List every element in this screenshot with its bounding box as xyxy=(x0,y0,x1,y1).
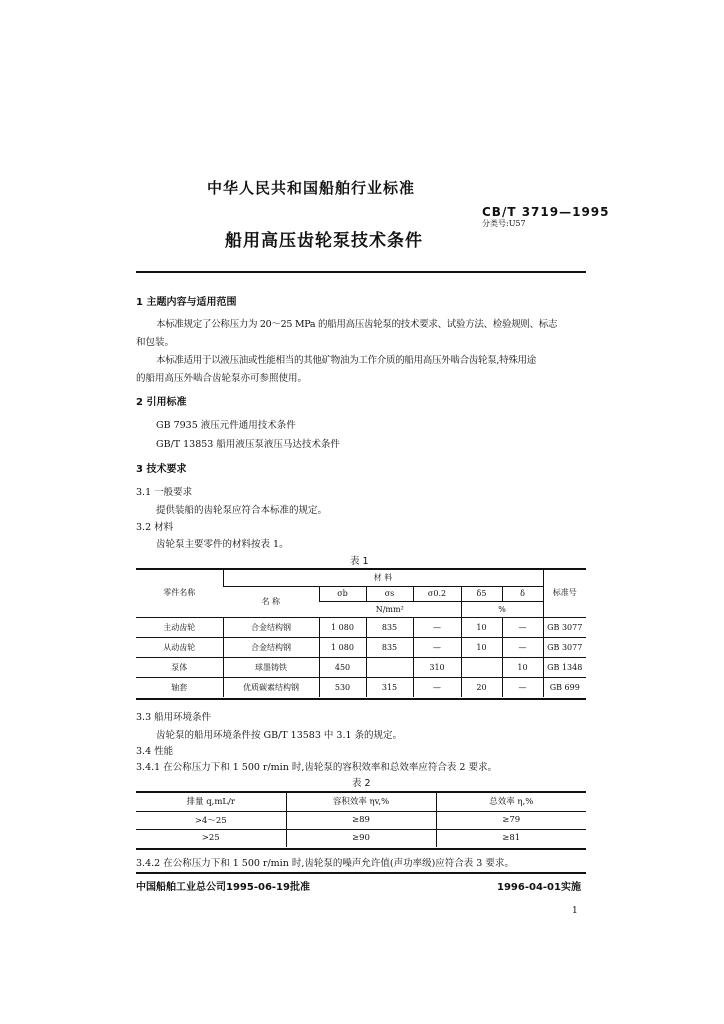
materials-table xyxy=(136,569,586,697)
header-elongation: δ xyxy=(502,586,543,601)
header-tensile-strength: σb xyxy=(319,586,366,601)
cell-material: 合金结构钢 xyxy=(223,617,319,637)
cell-sb: 530 xyxy=(319,677,366,697)
cell-material: 球墨铸铁 xyxy=(223,657,319,677)
cell-volumetric-efficiency: ≥90 xyxy=(286,829,436,847)
table-row xyxy=(136,617,586,637)
cell-displacement: >4～25 xyxy=(136,811,286,829)
cell-d5: 10 xyxy=(461,637,502,657)
section-3-1-heading: 3.1 一般要求 xyxy=(136,487,193,498)
cell-volumetric-efficiency: ≥89 xyxy=(286,811,436,829)
classification-code: 分类号:U57 xyxy=(482,219,526,228)
table-1-caption: 表 1 xyxy=(350,556,369,567)
cell-ss: 835 xyxy=(366,637,413,657)
cell-d5: 10 xyxy=(461,617,502,637)
reference-gbt13853: GB/T 13853 船用液压泵液压马达技术条件 xyxy=(156,439,340,450)
section-1-para1-line1: 本标准规定了公称压力为 20～25 MPa 的船用高压齿轮泵的技术要求、试验方法、检验规则、标志 xyxy=(156,319,558,330)
header-proof-strength: σ0.2 xyxy=(413,586,461,601)
cell-d: 10 xyxy=(502,657,543,677)
table-1-bottom-rule xyxy=(136,698,586,700)
cell-std: GB 699 xyxy=(543,677,586,697)
cell-total-efficiency: ≥79 xyxy=(436,811,586,829)
cell-std: GB 3077 xyxy=(543,637,586,657)
implementation-date: 1996-04-01实施 xyxy=(497,882,581,893)
cell-ss: 315 xyxy=(366,677,413,697)
cell-std: GB 3077 xyxy=(543,617,586,637)
header-yield-strength: σs xyxy=(366,586,413,601)
table-row xyxy=(136,637,586,657)
cell-s02: — xyxy=(413,677,461,697)
cell-s02: 310 xyxy=(413,657,461,677)
cell-material: 优质碳素结构钢 xyxy=(223,677,319,697)
table-row xyxy=(136,677,586,697)
cell-sb: 450 xyxy=(319,657,366,677)
cell-std: GB 1348 xyxy=(543,657,586,677)
section-3-2-heading: 3.2 材料 xyxy=(136,522,174,533)
cell-material: 合金结构钢 xyxy=(223,637,319,657)
document-title: 船用高压齿轮泵技术条件 xyxy=(225,231,423,251)
cell-sb: 1 080 xyxy=(319,637,366,657)
section-1-heading: 1 主题内容与适用范围 xyxy=(136,297,237,308)
cell-part: 轴套 xyxy=(136,677,223,697)
section-1-para1-line2: 和包装。 xyxy=(136,337,175,348)
cell-d5 xyxy=(461,657,502,677)
section-3-heading: 3 技术要求 xyxy=(136,464,187,475)
section-3-3-text: 齿轮泵的船用环境条件按 GB/T 13583 中 3.1 条的规定。 xyxy=(156,730,403,741)
header-volumetric-efficiency: 容积效率 ηv,% xyxy=(286,792,436,811)
cell-part: 主动齿轮 xyxy=(136,617,223,637)
unit-stress: N/mm² xyxy=(319,601,461,617)
section-3-1-text: 提供装船的齿轮泵应符合本标准的规定。 xyxy=(156,505,328,516)
cell-displacement: >25 xyxy=(136,829,286,847)
page-number: 1 xyxy=(572,906,578,916)
section-1-para2-line1: 本标准适用于以液压油或性能相当的其他矿物油为工作介质的船用高压外啮合齿轮泵,特殊用途 xyxy=(156,355,536,366)
cell-part: 泵体 xyxy=(136,657,223,677)
cell-part: 从动齿轮 xyxy=(136,637,223,657)
approval-statement: 中国船舶工业总公司1995-06-19批准 xyxy=(136,882,310,893)
standard-code: CB/T 3719—1995 xyxy=(482,205,610,219)
cell-s02: — xyxy=(413,637,461,657)
footer-rule xyxy=(136,872,586,874)
cell-d: — xyxy=(502,677,543,697)
header-rule xyxy=(136,271,586,273)
cell-sb: 1 080 xyxy=(319,617,366,637)
cell-d: — xyxy=(502,637,543,657)
table-2-caption: 表 2 xyxy=(352,778,371,789)
table-row xyxy=(136,811,586,829)
section-3-3-heading: 3.3 船用环境条件 xyxy=(136,712,212,723)
header-material-name: 名 称 xyxy=(223,586,319,617)
issuer-title: 中华人民共和国船舶行业标准 xyxy=(207,179,416,197)
section-3-2-text: 齿轮泵主要零件的材料按表 1。 xyxy=(156,539,289,550)
reference-gb7935: GB 7935 液压元件通用技术条件 xyxy=(156,420,296,431)
unit-percent: % xyxy=(461,601,543,617)
header-total-efficiency: 总效率 η,% xyxy=(436,792,586,811)
cell-s02: — xyxy=(413,617,461,637)
header-material: 材 料 xyxy=(223,569,543,586)
cell-ss: 835 xyxy=(366,617,413,637)
section-1-para2-line2: 的船用高压外啮合齿轮泵亦可参照使用。 xyxy=(136,373,308,384)
section-2-heading: 2 引用标准 xyxy=(136,397,187,408)
cell-d: — xyxy=(502,617,543,637)
efficiency-table xyxy=(136,792,586,847)
cell-ss xyxy=(366,657,413,677)
header-displacement: 排量 q,mL/r xyxy=(186,797,235,808)
section-3-4-2-text: 3.4.2 在公称压力下和 1 500 r/min 时,齿轮泵的噪声允许值(声功率级)应符合表 3 要求。 xyxy=(136,858,514,869)
header-elongation-5: δ5 xyxy=(461,586,502,601)
table-2-bottom-rule xyxy=(136,848,586,850)
header-part-name: 零件名称 xyxy=(163,588,196,598)
section-3-4-1-text: 3.4.1 在公称压力下和 1 500 r/min 时,齿轮泵的容积效率和总效率应符合表 2 要求。 xyxy=(136,762,497,773)
cell-d5: 20 xyxy=(461,677,502,697)
table-row xyxy=(136,829,586,847)
header-standard-no: 标准号 xyxy=(543,569,586,617)
cell-total-efficiency: ≥81 xyxy=(436,829,586,847)
section-3-4-heading: 3.4 性能 xyxy=(136,746,174,757)
table-row xyxy=(136,657,586,677)
